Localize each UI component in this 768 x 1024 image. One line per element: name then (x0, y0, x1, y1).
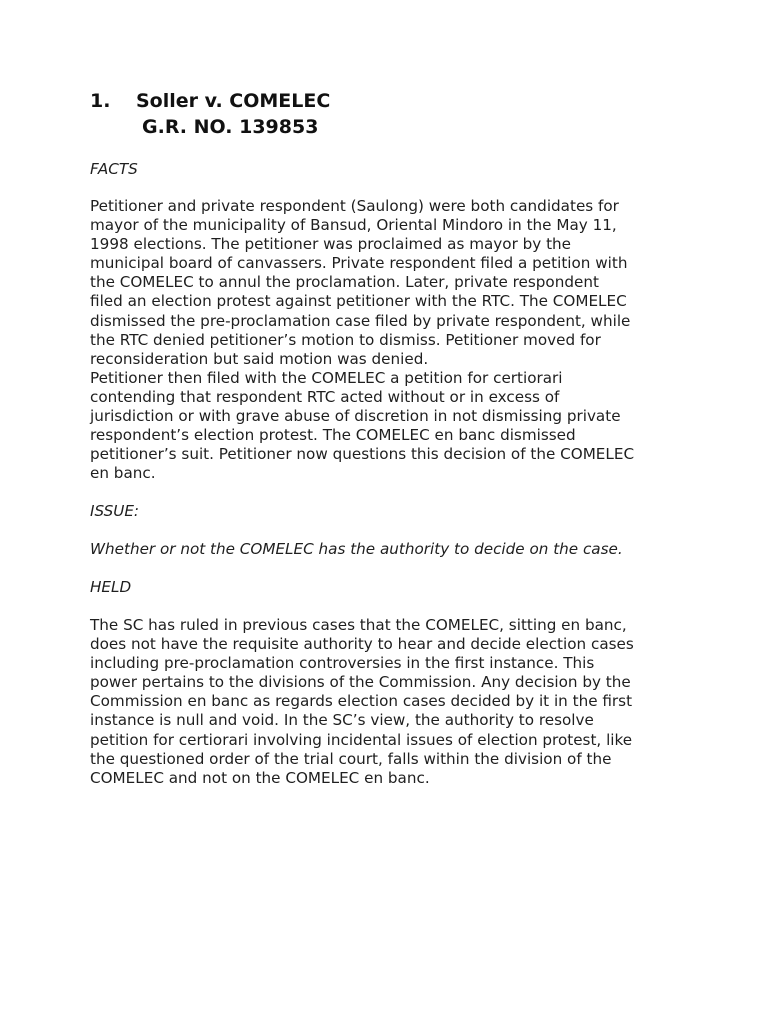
facts-paragraph-2: Petitioner then filed with the COMELEC a petition for certiorari contending that respondent RTC acted without or in excess of jurisdiction or with grave abuse of discretion in not dismissing private respondent’s election protest. The COMELEC en banc dismissed petitioner’s suit. Petitioner now questions this decision of the COMELEC en banc. (90, 369, 635, 483)
case-heading (90, 88, 330, 140)
facts-label: FACTS (90, 160, 138, 178)
held-paragraph: The SC has ruled in previous cases that the COMELEC, sitting en banc, does not have the requisite authority to hear and decide election cases including pre-proclamation controversies in the first instance. This power pertains to the divisions of the Commission. Any decision by the Commission en banc as regards election cases decided by it in the first instance is null and void. In the SC’s view, the authority to resolve petition for certiorari involving incidental issues of election protest, like the questioned order of the trial court, falls within the division of the COMELEC and not on the COMELEC en banc. (90, 616, 634, 787)
case-title-line (90, 88, 330, 114)
held-label: HELD (90, 578, 132, 596)
case-title: Soller v. COMELEC (136, 90, 331, 112)
facts-paragraph-1: Petitioner and private respondent (Saulong) were both candidates for mayor of the municipality of Bansud, Oriental Mindoro in the May 11, 1998 elections. The petitioner was proclaimed as mayor by the municipal board of canvassers. Private respondent filed a petition with the COMELEC to annul the proclamation. Later, private respondent filed an election protest against petitioner with the RTC. The COMELEC dismissed the pre-proclamation case filed by private respondent, while the RTC denied petitioner’s motion to dismiss. Petitioner moved for reconsideration but said motion was denied. (90, 197, 631, 368)
case-number: 1. (90, 90, 111, 112)
issue-text: Whether or not the COMELEC has the authority to decide on the case. (90, 540, 623, 558)
issue-label: ISSUE: (90, 502, 140, 520)
case-gr-number: G.R. NO. 139853 (142, 116, 319, 138)
